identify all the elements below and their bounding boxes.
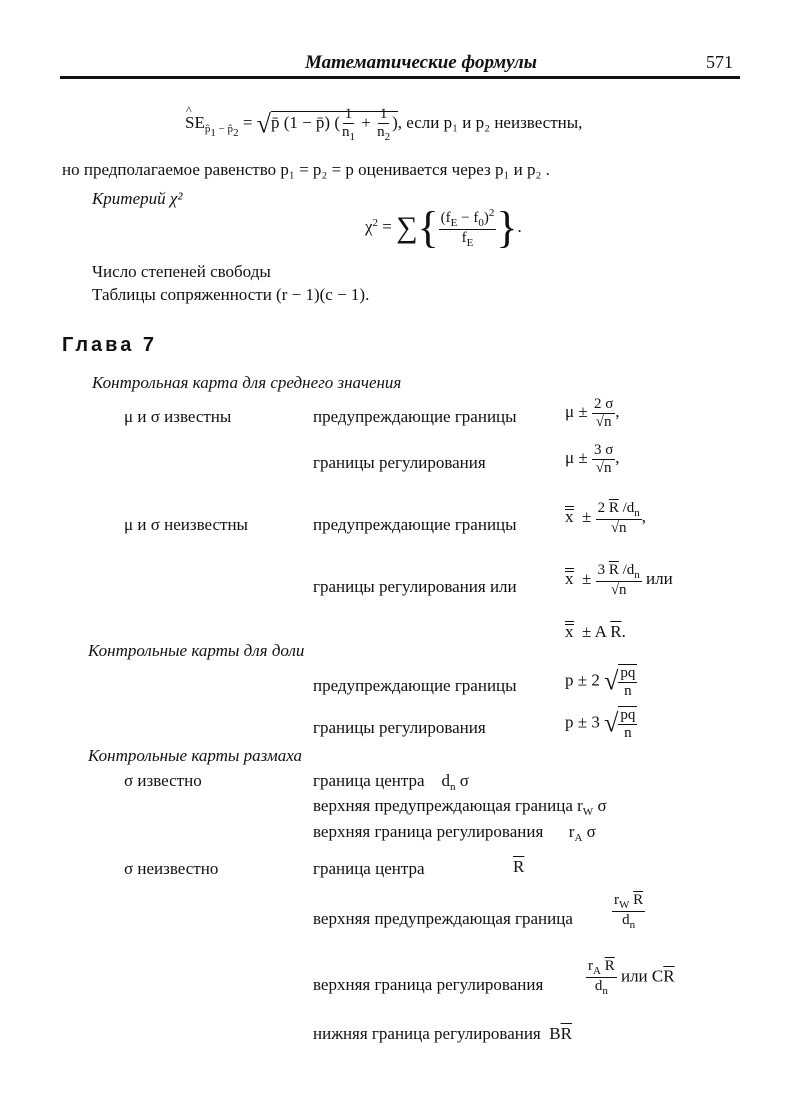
- range-unknown-upper-warn-formula: $\frac{r_W \overline{R}}{d_n}$: [614, 892, 644, 932]
- share-control: границы регулирования: [313, 718, 486, 737]
- mean-known-control-formula: μ ± $\frac{3 \sigma}{√n}$ ,: [565, 442, 620, 476]
- mean-unknown-alt-formula: x ± A $\overline{R}$.: [565, 622, 626, 641]
- mean-chart-heading: Контрольная карта для среднего значения: [92, 373, 402, 392]
- se-formula: ^ $SE_{p̂_1 - p̂_2}$ = √p̄ (1 − p̄) ( $\frac{1}{n_1}$ + $\frac{1}{n_2}$ ), если p₁ и p₂ неизвестны,: [185, 106, 582, 143]
- mean-known-label: μ и σ известны: [124, 407, 232, 426]
- se-note: , если p₁ и p₂ неизвестны,: [397, 113, 583, 133]
- range-known-upper-warn: верхняя предупреждающая граница $r_W$ σ: [313, 796, 607, 818]
- range-unknown-upper-control: верхняя граница регулирования: [313, 975, 544, 994]
- share-chart-heading: Контрольные карты для доли: [88, 641, 305, 660]
- chi-heading: Критерий χ²: [92, 189, 183, 208]
- share-control-formula: p ± 3 √ $\frac{pq}{n}$: [565, 707, 636, 741]
- range-chart-heading: Контрольные карты размаха: [88, 746, 303, 765]
- range-unknown-center: граница центра: [313, 859, 425, 878]
- chapter-heading: Глава 7: [62, 334, 158, 356]
- range-unknown-upper-control-formula: $\frac{r_A \overline{R}}{d_n}$ или $C\overline{R}$: [588, 958, 675, 998]
- page-number: 571: [706, 52, 733, 72]
- chi-formula: $\chi^2$ = ∑{ $\frac{(f_E - f_0)^2}{f_E}$ }.: [365, 203, 522, 252]
- mean-unknown-warn-formula: x ± $\frac{2 \overline{R} /d_n}{√n}$ ,: [565, 500, 647, 537]
- share-warn-formula: p ± 2 √ $\frac{pq}{n}$: [565, 665, 636, 699]
- running-header-title: Математические формулы: [305, 52, 537, 73]
- mean-known-warn: предупреждающие границы: [313, 407, 517, 426]
- df-label: Число степеней свободы: [92, 262, 271, 281]
- range-known-upper-control: верхняя граница регулирования $r_A$ σ: [313, 822, 596, 844]
- range-unknown-lower-control: нижняя граница регулирования $B\overline{R}$: [313, 1024, 572, 1043]
- mean-known-control: границы регулирования: [313, 453, 486, 472]
- range-known-center: граница центра $d_n$ σ: [313, 771, 469, 793]
- range-known-label: σ известно: [124, 771, 202, 790]
- mean-unknown-control-formula: x ± $\frac{3 \overline{R} /d_n}{√n}$ или: [565, 562, 673, 599]
- share-warn: предупреждающие границы: [313, 676, 517, 695]
- mean-known-warn-formula: μ ± $\frac{2 \sigma}{√n}$ ,: [565, 396, 620, 430]
- range-unknown-center-formula: $\overline{R}$: [513, 857, 525, 876]
- range-unknown-upper-warn: верхняя предупреждающая граница: [313, 909, 573, 928]
- df-value: Таблицы сопряженности (r − 1)(c − 1).: [92, 285, 370, 304]
- mean-unknown-control: границы регулирования или: [313, 577, 517, 596]
- mean-unknown-warn: предупреждающие границы: [313, 515, 517, 534]
- mean-unknown-label: μ и σ неизвестны: [124, 515, 248, 534]
- header-rule: [60, 76, 740, 79]
- range-unknown-label: σ неизвестно: [124, 859, 219, 878]
- se-line2: но предполагаемое равенство p₁ = p₂ = p оценивается через p₁ и p₂ .: [62, 160, 550, 179]
